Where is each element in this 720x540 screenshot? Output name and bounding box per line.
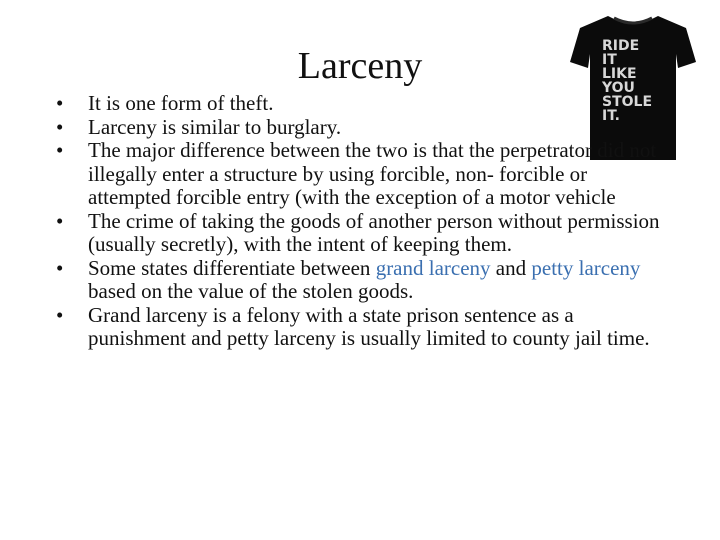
bullet-dot: • bbox=[56, 302, 64, 327]
shirt-text-line: YOU bbox=[602, 80, 635, 96]
shirt-text-line: STOLE bbox=[602, 94, 653, 110]
bullet-item bbox=[56, 304, 666, 351]
bullet-list bbox=[56, 92, 666, 351]
bullet-text: The crime of taking the goods of another person without permission (usually secretly), with the intent of keeping them. bbox=[88, 208, 660, 256]
bullet-item bbox=[56, 92, 666, 116]
bullet-item bbox=[56, 116, 666, 140]
bullet-dot: • bbox=[56, 138, 64, 162]
bullet-text-part: Some states differentiate between bbox=[88, 255, 376, 280]
bullet-text bbox=[88, 256, 640, 304]
bullet-text: Grand larceny is a felony with a state prison sentence as a punishment and petty larceny is usually limited to county jail time. bbox=[88, 302, 650, 350]
bullet-item bbox=[56, 257, 666, 304]
bullet-dot: • bbox=[56, 114, 64, 139]
shirt-text-line: IT. bbox=[602, 108, 620, 124]
bullet-dot: • bbox=[56, 208, 64, 233]
bullet-item bbox=[56, 210, 666, 257]
grand-larceny-link[interactable]: grand larceny bbox=[375, 255, 491, 280]
shirt-text-line: LIKE bbox=[602, 66, 637, 82]
bullet-dot: • bbox=[56, 91, 64, 115]
bullet-text: It is one form of theft. bbox=[88, 91, 274, 115]
bullet-dot: • bbox=[56, 255, 64, 280]
bullet-text-part: based on the value of the stolen goods. bbox=[88, 279, 414, 303]
slide-title: Larceny bbox=[297, 45, 423, 87]
petty-larceny-link[interactable]: petty larceny bbox=[531, 255, 641, 280]
shirt-text-line: IT bbox=[602, 52, 617, 68]
bullet-item bbox=[56, 139, 666, 210]
bullet-text-part: and bbox=[490, 255, 532, 280]
bullet-text: Larceny is similar to burglary. bbox=[88, 114, 342, 139]
bullet-text: The major difference between the two is that the perpetrator did not illegally enter a structure by using forcible, non- forcible or attempted forcible entry (with the exception of a motor vehicle bbox=[88, 138, 657, 209]
shirt-text-line: RIDE bbox=[602, 38, 640, 54]
